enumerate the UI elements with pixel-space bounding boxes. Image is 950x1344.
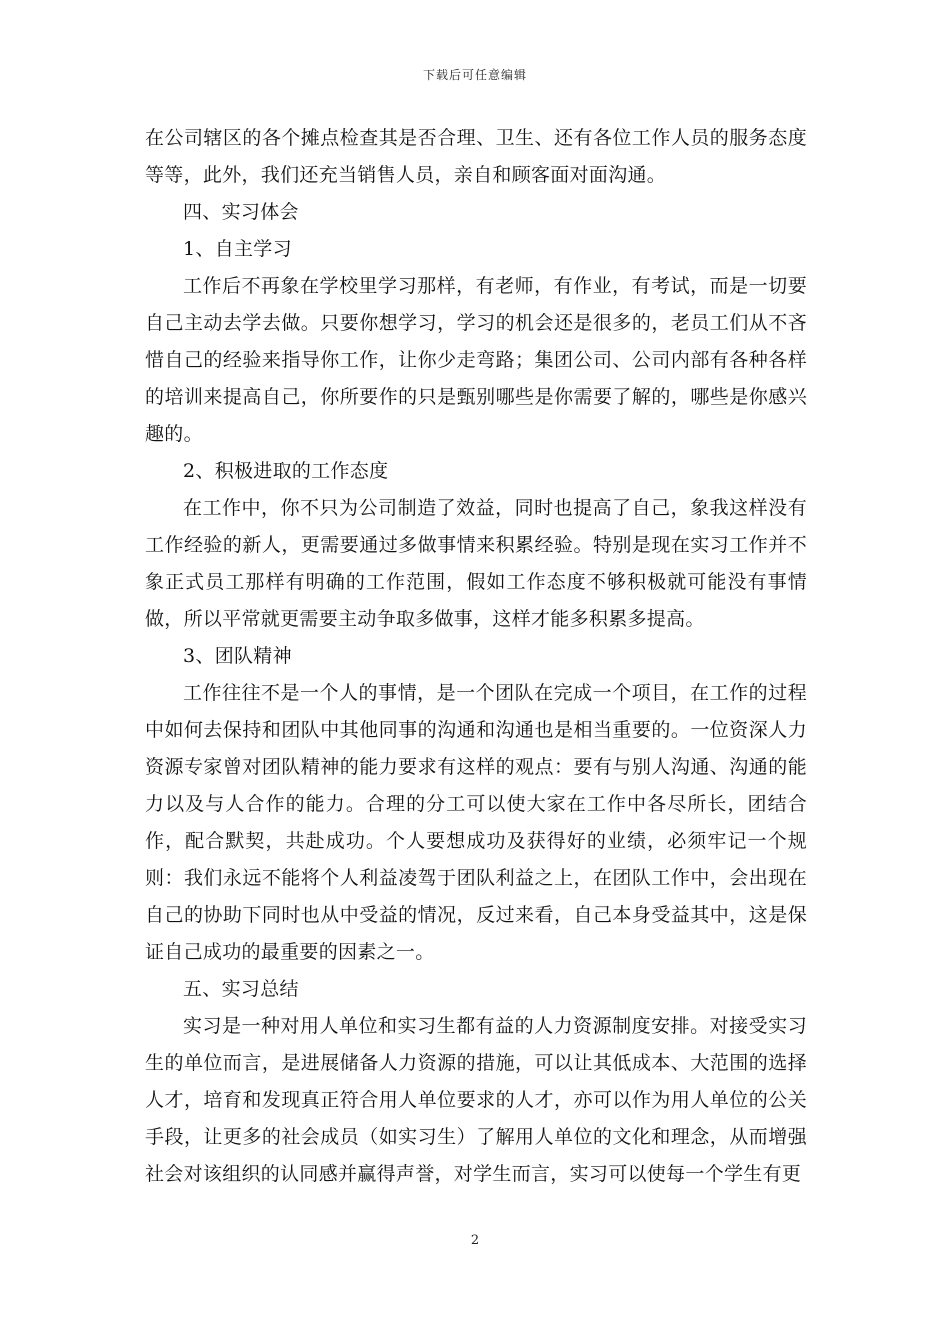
paragraph-inspection-duties: 在公司辖区的各个摊点检查其是否合理、卫生、还有各位工作人员的服务态度等等，此外，我们还充当销售人员，亲自和顾客面对面沟通。 [145,127,807,186]
subheading-self-learning: 1、自主学习 [183,238,292,260]
document-body [145,120,807,1193]
page-number: 2 [470,1233,480,1248]
heading-internship-experience: 四、实习体会 [183,201,299,223]
subheading-team-spirit: 3、团队精神 [183,645,292,667]
subheading-work-attitude: 2、积极进取的工作态度 [183,460,389,482]
paragraph-team-spirit: 工作往往不是一个人的事情，是一个团队在完成一个项目，在工作的过程中如何去保持和团队中其他同事的沟通和沟通也是相当重要的。一位资深人力资源专家曾对团队精神的能力要求有这样的观点：要有与别人沟通、沟通的能力以及与人合作的能力。合理的分工可以使大家在工作中各尽所长，团结合作，配合默契，共赴成功。个人要想成功及获得好的业绩，必须牢记一个规则：我们永远不能将个人利益凌驾于团队利益之上，在团队工作中，会出现在自己的协助下同时也从中受益的情况，反过来看，自己本身受益其中，这是保证自己成功的最重要的因素之一。 [145,682,807,963]
paragraph-self-learning: 工作后不再象在学校里学习那样，有老师，有作业，有考试，而是一切要自己主动去学去做。只要你想学习，学习的机会还是很多的，老员工们从不吝惜自己的经验来指导你工作，让你少走弯路；集团公司、公司内部有各种各样的培训来提高自己，你所要作的只是甄别哪些是你需要了解的，哪些是你感兴趣的。 [145,275,807,445]
heading-internship-summary: 五、实习总结 [183,978,299,1000]
paragraph-work-attitude: 在工作中，你不只为公司制造了效益，同时也提高了自己，象我这样没有工作经验的新人，更需要通过多做事情来积累经验。特别是现在实习工作并不象正式员工那样有明确的工作范围，假如工作态度不够积极就可能没有事情做，所以平常就更需要主动争取多做事，这样才能多积累多提高。 [145,497,807,630]
paragraph-internship-summary: 实习是一种对用人单位和实习生都有益的人力资源制度安排。对接受实习生的单位而言，是进展储备人力资源的措施，可以让其低成本、大范围的选择人才，培育和发现真正符合用人单位要求的人才，亦可以作为用人单位的公关手段，让更多的社会成员（如实习生）了解用人单位的文化和理念，从而增强社会对该组织的认同感并赢得声誉，对学生而言，实习可以使每一个学生有更 [145,1015,807,1185]
page-header: 下载后可任意编辑 [422,68,527,82]
